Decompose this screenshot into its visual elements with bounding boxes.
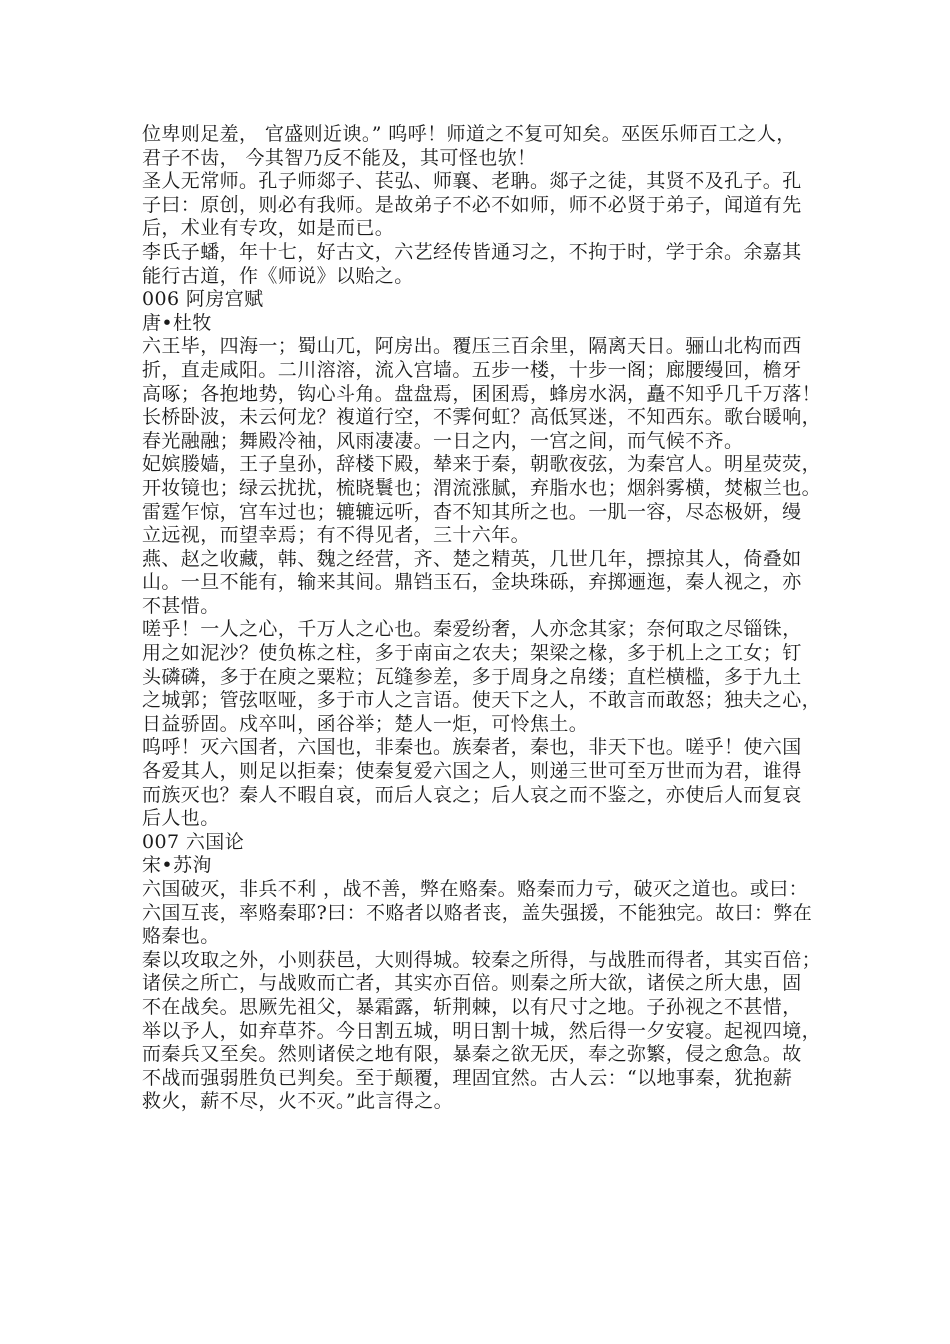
text-line: 救火，薪不尽，火不灭。”此言得之。 [142,1090,454,1113]
text-line: 举以予人，如弃草芥。今日割五城，明日割十城，然后得一夕安寝。起视四境， [142,1019,822,1042]
text-line: 折，直走咸阳。二川溶溶，流入宫墙。五步一楼，十步一阁；廊腰缦回，檐牙 [142,358,802,381]
document-page [142,123,822,1114]
heading-text: 007 六国论 [142,830,245,853]
text-line: 雷霆乍惊，宫车过也；辘辘远听，杳不知其所之也。一肌一容，尽态极妍，缦 [142,500,802,523]
text-line: 燕、赵之收藏，韩、魏之经营，齐、楚之精英，几世几年，摽掠其人，倚叠如 [142,547,802,570]
text-line: 头磷磷，多于在庾之粟粒；瓦缝参差，多于周身之帛缕；直栏横槛，多于九土 [142,665,802,688]
heading-text: 唐•杜牧 [142,311,212,334]
text-line: 六国破灭，非兵不利 ，战不善，弊在赂秦。赂秦而力亏，破灭之道也。或曰： [142,878,809,900]
text-line: 李氏子蟠，年十七，好古文，六艺经传皆通习之，不拘于时，学于余。余嘉其 [142,240,802,263]
text-line: 日益骄固。戍卒叫，函谷举；楚人一炬，可怜焦土。 [142,712,589,735]
text-paragraph [142,335,822,453]
text-line: 用之如泥沙？使负栋之柱，多于南亩之农夫；架梁之椽，多于机上之工女；钉 [142,642,802,665]
text-line: 高啄；各抱地势，钩心斗角。盘盘焉，囷囷焉，蜂房水涡，矗不知乎几千万落！ [142,382,822,405]
section-heading [142,288,810,312]
section-heading [142,831,810,855]
text-line: 不战而强弱胜负已判矣。至于颠覆，理固宜然。古人云：“以地事秦，犹抱薪 [142,1066,793,1089]
text-line: 君子不齿， 今其智乃反不能及，其可怪也欤！ [142,146,537,169]
text-line: 六国互丧，率赂秦耶?曰：不赂者以赂者丧，盖失强援，不能独完。故曰：弊在 [142,901,813,924]
text-line: 不在战矣。思厥先祖父，暴霜露，斩荆棘，以有尺寸之地。子孙视之不甚惜， [142,995,802,1018]
text-line: 山。一旦不能有，输来其间。鼎铛玉石，金块珠砾，弃掷逦迤，秦人视之，亦 [142,571,802,594]
text-line: 嗟乎！一人之心，千万人之心也。秦爱纷奢，人亦念其家；奈何取之尽锱铢， [142,618,802,641]
text-paragraph [142,736,810,830]
text-line: 后，术业有专攻，如是而已。 [142,217,395,240]
text-line: 长桥卧波，未云何龙？複道行空，不霁何虹？高低冥迷，不知西东。歌台暖响， [142,406,822,429]
text-line: 后人也。 [142,807,220,830]
text-line: 开妆镜也；绿云扰扰，梳晓鬟也；渭流涨腻，弃脂水也；烟斜雾横，焚椒兰也。 [142,476,822,499]
text-line: 春光融融；舞殿冷袖，风雨凄凄。一日之内，一宫之间，而气候不齐。 [142,429,744,452]
text-line: 位卑则足羞， 官盛则近谀。” 呜呼！师道之不复可知矣。巫医乐师百工之人， [142,123,796,145]
text-line: 能行古道，作《师说》以贻之。 [142,264,414,287]
text-paragraph [142,453,822,547]
text-line: 立远视，而望幸焉；有不得见者，三十六年。 [142,524,531,547]
text-line: 圣人无常师。孔子师郯子、苌弘、师襄、老聃。郯子之徒，其贤不及孔子。孔 [142,170,802,193]
text-line: 而秦兵又至矣。然则诸侯之地有限，暴秦之欲无厌，奉之弥繁，侵之愈急。故 [142,1043,802,1066]
text-line: 而族灭也？秦人不暇自哀，而后人哀之；后人哀之而不鉴之，亦使后人而复哀 [142,783,802,806]
text-paragraph [142,618,822,736]
text-line: 各爱其人，则足以拒秦；使秦复爱六国之人，则递三世可至万世而为君，谁得 [142,760,802,783]
text-line: 六王毕，四海一；蜀山兀，阿房出。覆压三百余里，隔离天日。骊山北构而西 [142,335,802,358]
text-line: 秦以攻取之外，小则获邑，大则得城。较秦之所得，与战胜而得者，其实百倍； [142,948,822,971]
section-heading [142,854,810,878]
text-line: 之城郭；管弦呕哑，多于市人之言语。使天下之人，不敢言而敢怒；独夫之心， [142,689,822,712]
section-heading [142,312,810,336]
heading-text: 006 阿房宫赋 [142,288,264,311]
heading-text: 宋•苏洵 [142,854,212,877]
text-line: 赂秦也。 [142,925,220,948]
text-paragraph [142,948,822,1114]
text-paragraph [142,170,810,241]
text-line: 不甚惜。 [142,594,220,617]
text-line: 子曰：原创，则必有我师。是故弟子不必不如师，师不必贤于弟子，闻道有先 [142,193,802,216]
text-line: 诸侯之所亡，与战败而亡者，其实亦百倍。则秦之所大欲，诸侯之所大患，固 [142,972,802,995]
text-paragraph [142,123,810,170]
text-line: 呜呼！灭六国者，六国也，非秦也。族秦者，秦也，非天下也。嗟乎！使六国 [142,736,802,759]
text-paragraph [142,548,810,619]
text-line: 妃嫔媵嫱，王子皇孙，辞楼下殿，辇来于秦，朝歌夜弦，为秦宫人。明星荧荧， [142,453,822,476]
text-paragraph [142,241,810,288]
text-paragraph [142,878,813,949]
